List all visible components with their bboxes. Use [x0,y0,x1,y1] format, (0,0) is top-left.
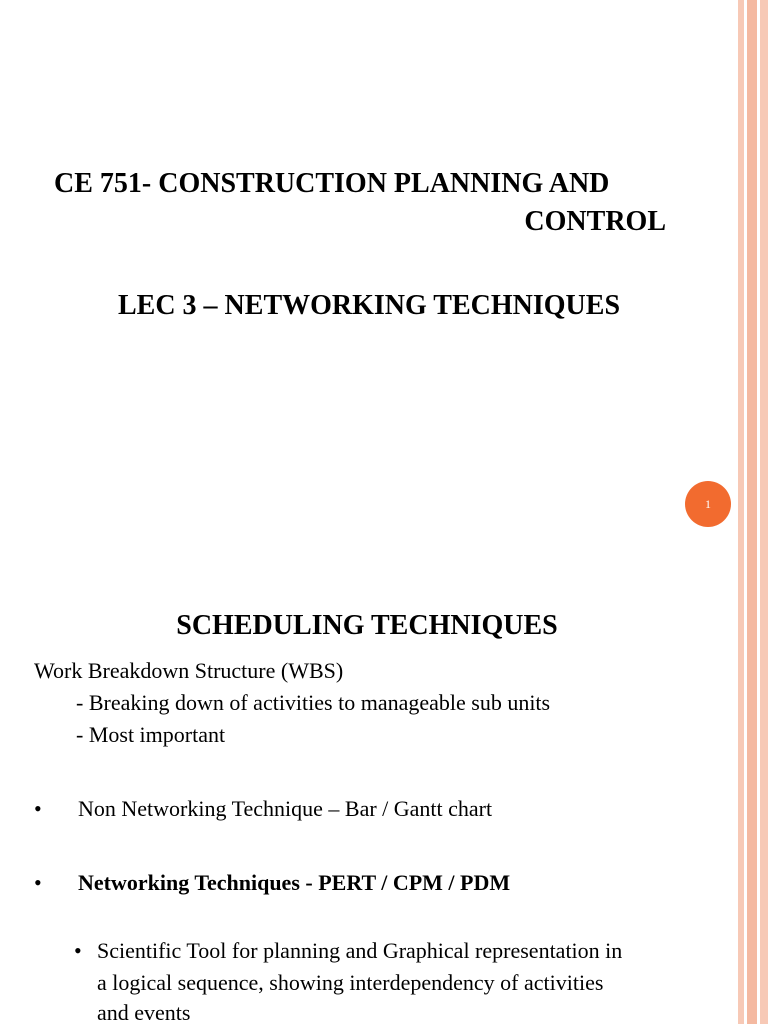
bullet-icon: • [74,938,82,963]
wbs-point: - Most important [76,722,226,747]
networking-label: Networking Techniques [78,870,300,895]
sub-bullet-line: a logical sequence, showing interdependency of activities [97,970,604,995]
wbs-point: - Breaking down of activities to manageable sub units [76,690,551,715]
border-stripe [747,0,757,1024]
networking-item [78,870,510,896]
course-title-line2: CONTROL [524,206,666,237]
wbs-heading: Work Breakdown Structure (WBS) [34,658,344,683]
course-title-line1: CE 751- CONSTRUCTION PLANNING AND [54,168,610,199]
border-stripe [760,0,768,1024]
non-networking-item: Non Networking Technique – Bar / Gantt chart [78,796,493,821]
slide-title: SCHEDULING TECHNIQUES [176,610,558,641]
sub-bullet-line: and events [97,1000,191,1025]
bullet-icon: • [34,870,42,895]
content-slide [0,540,738,1024]
sub-bullet-line: Scientific Tool for planning and Graphical representation in [97,938,623,963]
lecture-title: LEC 3 – NETWORKING TECHNIQUES [117,290,621,321]
networking-methods: - PERT / CPM / PDM [299,870,511,895]
bullet-icon: • [34,796,42,821]
page-number-badge: 1 [685,481,731,527]
